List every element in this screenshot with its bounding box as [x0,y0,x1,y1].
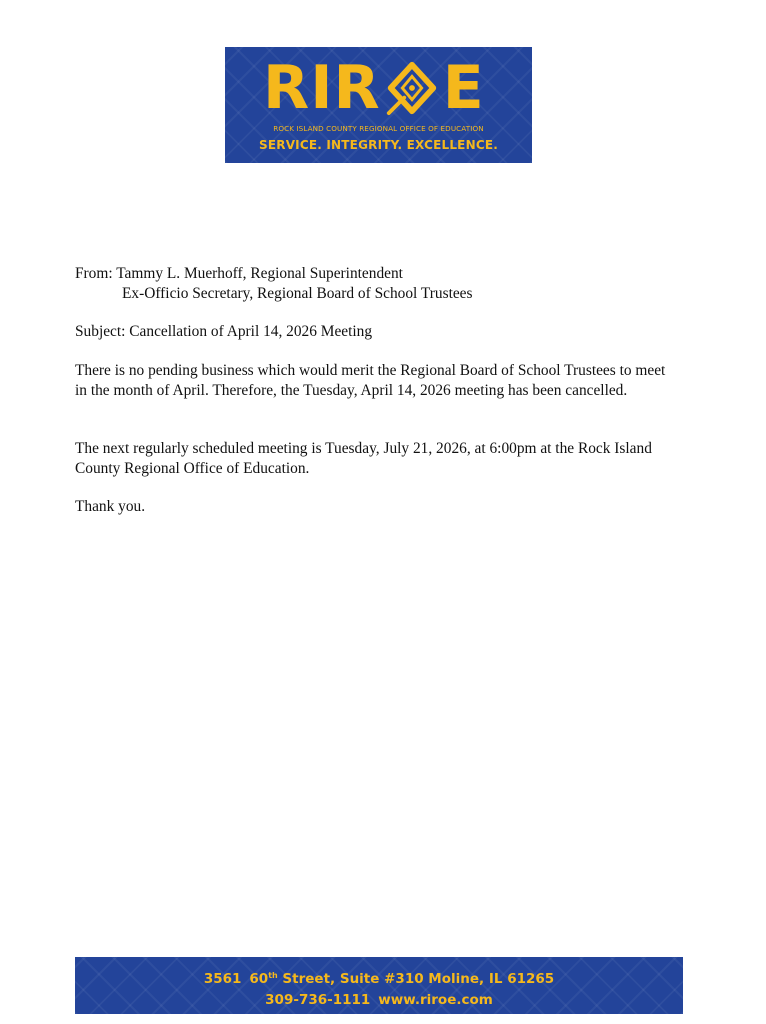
from-name: Tammy L. Muerhoff, Regional Superintendent [116,265,403,282]
closing: Thank you. [75,498,146,515]
footer-banner [75,957,683,1014]
body-paragraph-1: There is no pending business which would merit the Regional Board of School Trustees to meet in the month of April. Therefore, the Tuesday, April 14, 2026 meeting has been cancelled. [75,362,666,399]
diamond-pen-icon [383,59,441,117]
footer-street-number: 3561 [203,971,242,987]
footer-street-suffix: th [268,971,278,980]
logo-org-name: ROCK ISLAND COUNTY REGIONAL OFFICE OF EDUCATION [273,124,484,133]
riroe-logo [225,47,532,163]
footer-website[interactable]: www.riroe.com [378,992,493,1008]
footer-phone: 309-736-1111 [265,992,371,1008]
from-title: Ex-Officio Secretary, Regional Board of School Trustees [122,285,473,302]
subject-line: Subject: Cancellation of April 14, 2026 Meeting [75,323,373,340]
body-paragraph-2: The next regularly scheduled meeting is Tuesday, July 21, 2026, at 6:00pm at the Rock Island County Regional Office of Education. [75,440,652,477]
footer-street-num: 60 [249,971,269,987]
from-label: From: [75,265,113,282]
logo-wordmark [263,53,485,123]
from-block [75,264,695,304]
footer-street-rest: Street, Suite #310 Moline, IL 61265 [277,971,555,987]
logo-tagline: SERVICE. INTEGRITY. EXCELLENCE. [259,138,498,152]
footer-contact [75,992,683,1008]
footer-address [75,971,683,987]
logo-word-right: E [442,53,485,123]
logo-word-left: RIR [263,53,381,123]
